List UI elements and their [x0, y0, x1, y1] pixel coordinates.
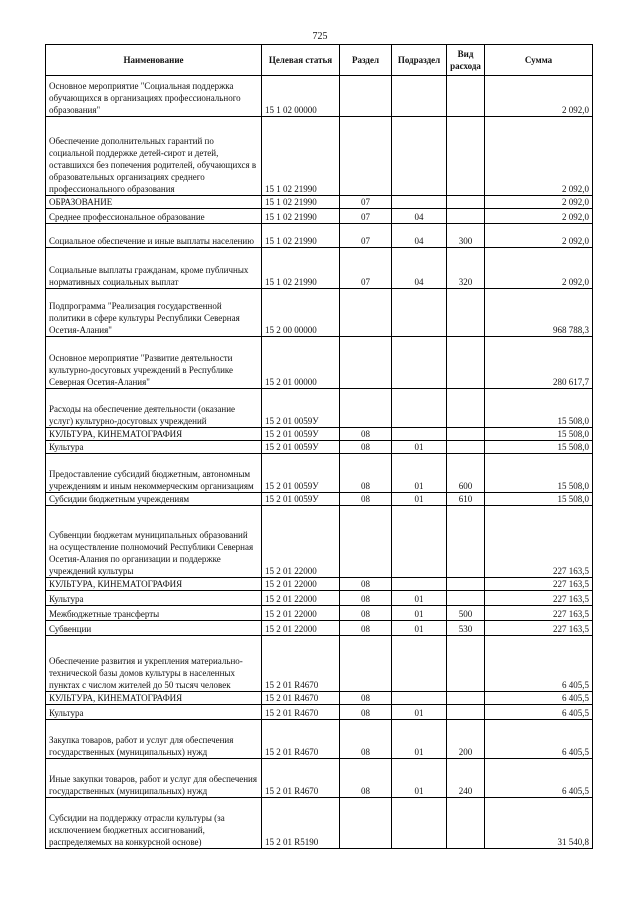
row-subsection — [392, 428, 447, 441]
table-row — [46, 224, 593, 248]
row-section: 08 — [340, 621, 392, 636]
row-amount: 15 508,0 — [485, 389, 593, 428]
row-subsection — [392, 506, 447, 578]
row-amount: 15 508,0 — [485, 441, 593, 454]
row-amount: 2 092,0 — [485, 76, 593, 117]
page-number: 725 — [312, 31, 328, 42]
table-row — [46, 196, 593, 209]
row-subsection: 04 — [392, 224, 447, 248]
table-row — [46, 621, 593, 636]
table-row — [46, 578, 593, 591]
row-target-code: 15 1 02 21990 — [262, 117, 340, 196]
row-name: Социальные выплаты гражданам, кроме публичных нормативных социальных выплат — [46, 248, 262, 289]
row-subsection — [392, 636, 447, 692]
row-section: 08 — [340, 493, 392, 506]
row-expense-type — [447, 428, 485, 441]
row-subsection: 01 — [392, 454, 447, 493]
row-subsection: 01 — [392, 606, 447, 621]
row-section: 07 — [340, 224, 392, 248]
row-expense-type — [447, 117, 485, 196]
row-target-code: 15 1 02 00000 — [262, 76, 340, 117]
row-amount: 6 405,5 — [485, 720, 593, 759]
row-target-code: 15 2 00 00000 — [262, 289, 340, 337]
row-subsection: 01 — [392, 493, 447, 506]
header-name: Наименование — [46, 45, 262, 76]
table-row — [46, 606, 593, 621]
row-name: Иные закупки товаров, работ и услуг для обеспечения государственных (муниципальных) нужд — [46, 759, 262, 798]
row-expense-type — [447, 441, 485, 454]
row-name: Субвенции бюджетам муниципальных образований на осуществление полномочий Республики Северная Осетия-Алания по организации и поддержке учреждений культуры — [46, 506, 262, 578]
row-subsection — [392, 196, 447, 209]
row-expense-type — [447, 289, 485, 337]
row-target-code: 15 2 01 0059У — [262, 493, 340, 506]
row-subsection — [392, 289, 447, 337]
row-target-code: 15 2 01 0059У — [262, 441, 340, 454]
row-amount: 6 405,5 — [485, 692, 593, 705]
row-expense-type — [447, 578, 485, 591]
row-amount: 2 092,0 — [485, 196, 593, 209]
row-amount: 6 405,5 — [485, 636, 593, 692]
row-subsection — [392, 798, 447, 849]
row-amount: 280 617,7 — [485, 337, 593, 389]
row-section: 08 — [340, 720, 392, 759]
row-name: Культура — [46, 591, 262, 606]
header-target: Целевая статья — [262, 45, 340, 76]
row-section: 08 — [340, 441, 392, 454]
row-expense-type — [447, 798, 485, 849]
row-target-code: 15 2 01 00000 — [262, 337, 340, 389]
row-name: Субсидии бюджетным учреждениям — [46, 493, 262, 506]
row-target-code: 15 1 02 21990 — [262, 248, 340, 289]
row-section: 07 — [340, 248, 392, 289]
table-row — [46, 798, 593, 849]
row-section — [340, 389, 392, 428]
table-row — [46, 289, 593, 337]
row-amount: 15 508,0 — [485, 428, 593, 441]
row-amount: 6 405,5 — [485, 705, 593, 720]
row-name: Расходы на обеспечение деятельности (оказание услуг) культурно-досуговых учреждений — [46, 389, 262, 428]
row-section: 08 — [340, 705, 392, 720]
table-header-row — [46, 45, 593, 76]
row-expense-type: 500 — [447, 606, 485, 621]
header-section: Раздел — [340, 45, 392, 76]
row-target-code: 15 2 01 R4670 — [262, 759, 340, 798]
row-target-code: 15 2 01 22000 — [262, 621, 340, 636]
row-amount: 31 540,8 — [485, 798, 593, 849]
row-section — [340, 506, 392, 578]
budget-table — [45, 44, 593, 849]
row-amount: 2 092,0 — [485, 117, 593, 196]
table-row — [46, 493, 593, 506]
row-section: 07 — [340, 209, 392, 224]
header-expense-type: Вид расхода — [447, 45, 485, 76]
table-row — [46, 441, 593, 454]
row-section: 07 — [340, 196, 392, 209]
row-section: 08 — [340, 428, 392, 441]
table-row — [46, 209, 593, 224]
row-amount: 6 405,5 — [485, 759, 593, 798]
row-subsection: 01 — [392, 591, 447, 606]
row-name: КУЛЬТУРА, КИНЕМАТОГРАФИЯ — [46, 692, 262, 705]
row-subsection: 01 — [392, 759, 447, 798]
row-expense-type — [447, 196, 485, 209]
row-target-code: 15 1 02 21990 — [262, 196, 340, 209]
table-body — [46, 76, 593, 849]
row-name: Основное мероприятие "Социальная поддержка обучающихся в организациях профессионального образования" — [46, 76, 262, 117]
row-amount: 15 508,0 — [485, 454, 593, 493]
table-row — [46, 636, 593, 692]
row-section: 08 — [340, 606, 392, 621]
row-subsection — [392, 578, 447, 591]
row-name: Закупка товаров, работ и услуг для обеспечения государственных (муниципальных) нужд — [46, 720, 262, 759]
row-target-code: 15 2 01 R4670 — [262, 720, 340, 759]
row-name: Среднее профессиональное образование — [46, 209, 262, 224]
row-expense-type — [447, 506, 485, 578]
row-subsection — [392, 337, 447, 389]
row-section — [340, 337, 392, 389]
row-name: Обеспечение дополнительных гарантий по социальной поддержке детей-сирот и детей, оставшихся без попечения родителей, обучающихся в образовательных организациях среднего профессионального образования — [46, 117, 262, 196]
row-amount: 2 092,0 — [485, 248, 593, 289]
row-name: Социальное обеспечение и иные выплаты населению — [46, 224, 262, 248]
row-target-code: 15 2 01 22000 — [262, 606, 340, 621]
row-target-code: 15 2 01 22000 — [262, 506, 340, 578]
row-section: 08 — [340, 759, 392, 798]
table-row — [46, 506, 593, 578]
row-target-code: 15 1 02 21990 — [262, 209, 340, 224]
row-target-code: 15 2 01 22000 — [262, 591, 340, 606]
row-section — [340, 636, 392, 692]
row-section — [340, 76, 392, 117]
header-amount: Сумма — [485, 45, 593, 76]
row-section — [340, 798, 392, 849]
row-target-code: 15 2 01 0059У — [262, 428, 340, 441]
row-amount: 15 508,0 — [485, 493, 593, 506]
row-subsection — [392, 117, 447, 196]
row-expense-type — [447, 389, 485, 428]
table-row — [46, 591, 593, 606]
row-expense-type: 610 — [447, 493, 485, 506]
row-subsection — [392, 692, 447, 705]
row-expense-type — [447, 636, 485, 692]
row-target-code: 15 2 01 0059У — [262, 454, 340, 493]
row-expense-type — [447, 591, 485, 606]
row-name: Подпрограмма "Реализация государственной политики в сфере культуры Республики Северная Осетия-Алания" — [46, 289, 262, 337]
row-name: Субвенции — [46, 621, 262, 636]
row-section — [340, 117, 392, 196]
table-row — [46, 692, 593, 705]
row-expense-type: 200 — [447, 720, 485, 759]
row-target-code: 15 1 02 21990 — [262, 224, 340, 248]
row-expense-type: 600 — [447, 454, 485, 493]
table-row — [46, 117, 593, 196]
row-expense-type: 300 — [447, 224, 485, 248]
row-section: 08 — [340, 454, 392, 493]
row-expense-type — [447, 692, 485, 705]
row-target-code: 15 2 01 R4670 — [262, 705, 340, 720]
table-row — [46, 428, 593, 441]
row-subsection — [392, 76, 447, 117]
row-subsection: 01 — [392, 441, 447, 454]
table-row — [46, 248, 593, 289]
row-name: КУЛЬТУРА, КИНЕМАТОГРАФИЯ — [46, 578, 262, 591]
row-amount: 227 163,5 — [485, 606, 593, 621]
row-name: Предоставление субсидий бюджетным, автономным учреждениям и иным некоммерческим организациям — [46, 454, 262, 493]
table-row — [46, 720, 593, 759]
row-subsection: 04 — [392, 209, 447, 224]
row-expense-type — [447, 76, 485, 117]
row-name: Межбюджетные трансферты — [46, 606, 262, 621]
table-row — [46, 454, 593, 493]
table-row — [46, 705, 593, 720]
row-amount: 227 163,5 — [485, 578, 593, 591]
row-name: Основное мероприятие "Развитие деятельности культурно-досуговых учреждений в Республике Северная Осетия-Алания" — [46, 337, 262, 389]
row-expense-type: 240 — [447, 759, 485, 798]
row-name: КУЛЬТУРА, КИНЕМАТОГРАФИЯ — [46, 428, 262, 441]
row-section: 08 — [340, 692, 392, 705]
row-section — [340, 289, 392, 337]
row-subsection — [392, 389, 447, 428]
table-row — [46, 337, 593, 389]
row-amount: 968 788,3 — [485, 289, 593, 337]
row-name: Культура — [46, 705, 262, 720]
row-expense-type: 530 — [447, 621, 485, 636]
row-target-code: 15 2 01 R4670 — [262, 692, 340, 705]
row-amount: 227 163,5 — [485, 621, 593, 636]
row-target-code: 15 2 01 0059У — [262, 389, 340, 428]
row-name: Культура — [46, 441, 262, 454]
row-amount: 227 163,5 — [485, 506, 593, 578]
row-amount: 227 163,5 — [485, 591, 593, 606]
table-row — [46, 389, 593, 428]
row-name: Субсидии на поддержку отрасли культуры (за исключением бюджетных ассигнований, распределяемых на конкурсной основе) — [46, 798, 262, 849]
row-target-code: 15 2 01 22000 — [262, 578, 340, 591]
row-expense-type — [447, 337, 485, 389]
row-subsection: 01 — [392, 621, 447, 636]
row-target-code: 15 2 01 R4670 — [262, 636, 340, 692]
row-section: 08 — [340, 578, 392, 591]
table-row — [46, 76, 593, 117]
row-subsection: 01 — [392, 705, 447, 720]
row-expense-type — [447, 705, 485, 720]
row-amount: 2 092,0 — [485, 209, 593, 224]
row-expense-type: 320 — [447, 248, 485, 289]
row-name: ОБРАЗОВАНИЕ — [46, 196, 262, 209]
row-expense-type — [447, 209, 485, 224]
row-subsection: 01 — [392, 720, 447, 759]
row-target-code: 15 2 01 R5190 — [262, 798, 340, 849]
table-row — [46, 759, 593, 798]
row-name: Обеспечение развития и укрепления материально-технической базы домов культуры в населенных пунктах с числом жителей до 50 тысяч человек — [46, 636, 262, 692]
row-section: 08 — [340, 591, 392, 606]
row-amount: 2 092,0 — [485, 224, 593, 248]
row-subsection: 04 — [392, 248, 447, 289]
header-subsection: Подраздел — [392, 45, 447, 76]
